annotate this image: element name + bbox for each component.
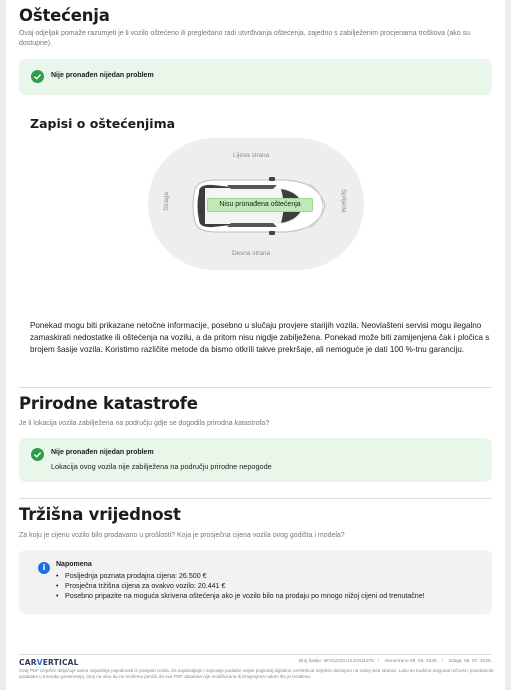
footer-disclaimer: Ovaj PDF izvješće uključuje samo najvažnije pojedinosti iz povijesti vozila. Za najdetaljnije i najnovije podatke uvijek pogledaj digitalno carVertical izvješće dostupno na našoj web stranici. Lako se trudimo osigurati točnost i pouzdanost podataka u trenutku generiranja, imaj na umu da ne možemo jamčiti da ova PDF datoteka nije modificirana ili izmijenjena nakon što je izrađena. — [19, 668, 494, 679]
car-label-left: Lijeva strana — [233, 152, 270, 159]
list-item: • Posljednja poznata prodajna cijena: 26.500 € — [65, 571, 425, 581]
carvertical-logo: CARVERTICAL — [19, 658, 79, 667]
market-note-box — [19, 550, 492, 614]
footer-meta: Broj šasije: WVGZZZA1ZJV011275 | Generirano 09. 06. 2025. | Izdaja: 09. 07. 2025. — [298, 659, 492, 664]
no-damage-badge: Nisu pronađena oštećenja — [207, 198, 313, 212]
car-label-front: Sprijeda — [340, 189, 347, 213]
footer-vin: Broj šasije: WVGZZZA1ZJV011275 — [298, 659, 374, 664]
disasters-status-text: Nije pronađen nijedan problem — [51, 449, 154, 456]
damage-section-description: Ovaj odjeljak pomaže razumjeti je li vozilo oštećeno ili pregledano radi utvrđivanja oštećenja, zajedno s zabilježenim procjenama troškova (ako su dostupne). — [19, 30, 470, 47]
info-icon: i — [38, 562, 50, 574]
list-item: • Prosječna tržišna cijena za ovakvo vozilo: 20.441 € — [65, 581, 425, 591]
damage-status-box — [19, 59, 492, 95]
damage-disclaimer: Ponekad mogu biti prikazane netočne informacije, posebno u slučaju provjere starijih vozila. Neovlašteni servisi mogu ilegalno zamaskirati nedostatke ili oštećenja na vozilu, a da pritom nisu nigdje zabilježena. Ponekad može biti zamijenjena čak i pločica s brojem šasije vozila. Koristimo različite metode da bismo otkrili takve prekršaje, ali nemoguće je dati 100 %-tnu garanciju. — [30, 321, 490, 355]
damage-status-text: Nije pronađen nijedan problem — [51, 72, 154, 79]
report-page — [6, 0, 505, 690]
note-list — [65, 571, 425, 601]
damage-records-title: Zapisi o oštećenjima — [30, 116, 176, 131]
disasters-status-box — [19, 438, 492, 482]
disasters-section-description: Je li lokacija vozila zabilježena na području gdje se dogodila prirodna katastrofa? — [19, 420, 270, 427]
section-divider — [19, 387, 492, 388]
damage-section-title: Oštećenja — [19, 6, 110, 25]
car-label-right: Desna strana — [232, 250, 271, 257]
footer-divider — [19, 654, 492, 655]
section-divider — [19, 498, 492, 499]
note-title: Napomena — [56, 561, 92, 568]
check-circle-icon — [31, 70, 44, 83]
disasters-status-detail: Lokacija ovog vozila nije zabilježena na području prirodne nepogode — [51, 462, 272, 471]
car-label-rear: Straga — [163, 192, 170, 211]
market-section-description: Za koju je cijenu vozilo bilo prodavano u prošlosti? Koja je prosječna cijena vozila ovog godišta i modela? — [19, 532, 345, 539]
disasters-section-title: Prirodne katastrofe — [19, 394, 198, 413]
footer-issued: Izdaja: 09. 07. 2025. — [448, 659, 492, 664]
market-section-title: Tržišna vrijednost — [19, 505, 181, 524]
check-circle-icon — [31, 448, 44, 461]
list-item: • Posebno pripazite na moguća skrivena oštećenja ako je vozilo bilo na prodaju po mnogo nižoj cijeni od trenutačne! — [65, 591, 425, 601]
footer-generated: Generirano 09. 06. 2025. — [384, 659, 438, 664]
